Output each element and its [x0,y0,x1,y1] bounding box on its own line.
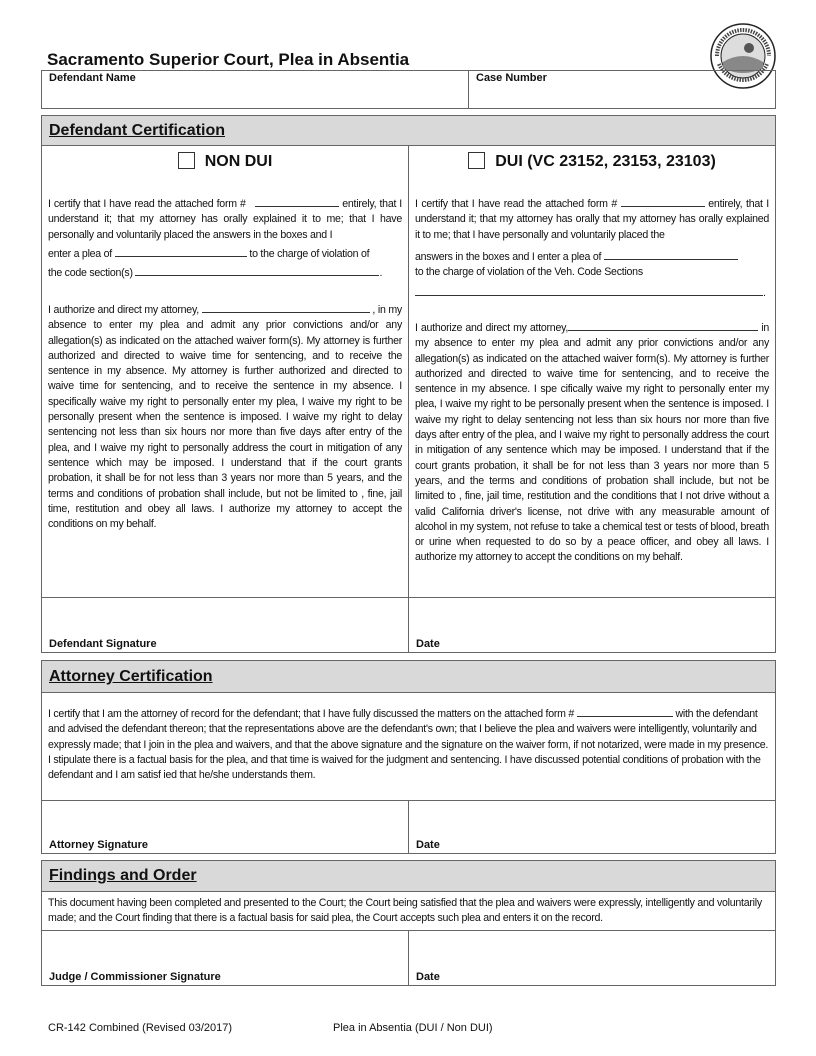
non-dui-certify-text: I certify that I have read the attached form # entirely, that I understand it; that my attorney has orally explained it to me; that I have personally and voluntarily placed the answers in the boxes and I enter a plea of to the charge of violation of the code section(s) . [48,198,402,280]
judge-signature-label: Judge / Commissioner Signature [49,971,221,983]
form-number-blank[interactable] [255,197,339,207]
judge-date-label: Date [416,971,440,983]
dui-authorize-text: I authorize and direct my attorney, in my absence to enter my plea and admit any prior convictions and/or any allegation(s) as indicated on the attached waiver form(s). My attorney is further authorized and directed to waive time for sentencing, and to receive the sentence in my absence. I spe cifically waive my right to personally enter my plea, I waive my right to be personally present when the sentence is imposed. I waive my right to delay sentencing not less than six hours nor more than five days after entry of the plea, and I waive my right to personally address the court in mitigation of any sentence which may be imposed. I understand that if the court grants probation, it shall be for not less than 3 years nor more than 5 years, and the terms and conditions of probation shall include, but not be limited to , fine, jail time, restitution and the conditions that I not drive without a valid California driver's license, not drive with any measurable amount of alcohol in my system, not refuse to take a chemical test or tests of blood, breath or urine when requested to do so by a peace officer, and obey all laws. I authorize my attorney to accept the conditions on my behalf. [415,322,769,564]
defendant-date-field[interactable] [408,597,776,653]
defendant-signature-field[interactable] [41,597,409,653]
attorney-signature-label: Attorney Signature [49,839,149,851]
case-number-label: Case Number [476,72,547,84]
dui-certify-text: I certify that I have read the attached form # entirely, that I understand it; that my attorney has orally that my attorney has orally explained it to me; that I have personally and voluntarily placed the answers in the boxes and I enter a plea of to the charge of violation of the Veh. Code Sections . [415,198,770,300]
plea-blank[interactable] [115,247,247,257]
attorney-date-field[interactable] [408,800,776,854]
findings-order-header: Findings and Order [41,860,776,892]
case-number-field[interactable] [468,70,776,109]
attorney-signature-field[interactable] [41,800,409,854]
findings-text: This document having been completed and presented to the Court; the Court being satisfied that the plea and waivers were expressly, intelligently and voluntarily made; and the Court finding that there is a factual basis for said plea, the Court accepts such plea and enters it on the record. [48,897,762,925]
defendant-certification-header: Defendant Certification [41,115,776,146]
page-title: Sacramento Superior Court, Plea in Absentia [47,50,410,69]
attorney-certification-header: Attorney Certification [41,660,776,693]
judge-signature-field[interactable] [41,930,409,986]
dui-label: DUI (VC 23152, 23153, 23103) [495,153,716,170]
non-dui-label: NON DUI [204,153,273,170]
defendant-signature-label: Defendant Signature [49,638,157,650]
defendant-name-field[interactable] [41,70,469,109]
attorney-name-blank[interactable] [202,303,370,313]
defendant-date-label: Date [416,638,440,650]
attorney-form-number-blank[interactable] [577,707,673,717]
form-id: CR-142 Combined (Revised 03/2017) [48,1022,233,1034]
veh-code-blank[interactable] [415,286,763,296]
attorney-certify-text: I certify that I am the attorney of record for the defendant; that I have fully discussed the matters on the attached form # with the defendant and advised the defendant thereon; that the representations above are the defendant's own; that I believe the plea and waivers were intelligently, voluntarily and expressly made; that I join in the plea and waivers, and that the above signature and the signature on the waiver form, if not notarized, were made in my presence. I stipulate there is a factual basis for the plea, and that time is waived for the judgment and sentencing. I have discussed potential conditions of probation with the defendant and I am satisf ied that he/she understands them. [48,708,769,782]
judge-date-field[interactable] [408,930,776,986]
attorney-date-label: Date [416,839,440,851]
non-dui-authorize-text: I authorize and direct my attorney, , in my absence to enter my plea and admit any prior convictions and/or any allegation(s) as indicated on the attached waiver form(s). My attorney is further authorized and directed to waive time for sentencing, and to receive the sentence in my absence. My attorney is further authorized and directed to waive time for sentencing, and to receive the sentence in my absence. I specifically waive my right to personally enter my plea, I waive my right to be personally present when the sentence is imposed. I waive my right to delay sentencing not less than six hours nor more than five days after entry of the plea, and I waive my right to personally address the court in mitigation of any sentence which may be imposed. I understand that if the court grants probation, it shall be for not less than 3 years nor more than 5 years, and the terms and conditions of probation shall include, but not be limited to , fine, jail time, restitution and obey all laws. I authorize my attorney to accept the conditions on my behalf. [48,304,402,531]
form-title: Plea in Absentia (DUI / Non DUI) [333,1022,493,1034]
dui-plea-blank[interactable] [604,250,738,260]
code-section-blank[interactable] [135,266,379,276]
dui-attorney-name-blank[interactable] [568,321,758,331]
dui-checkbox[interactable] [468,152,485,169]
non-dui-checkbox[interactable] [178,152,195,169]
defendant-name-label: Defendant Name [49,72,136,84]
dui-form-number-blank[interactable] [621,197,705,207]
